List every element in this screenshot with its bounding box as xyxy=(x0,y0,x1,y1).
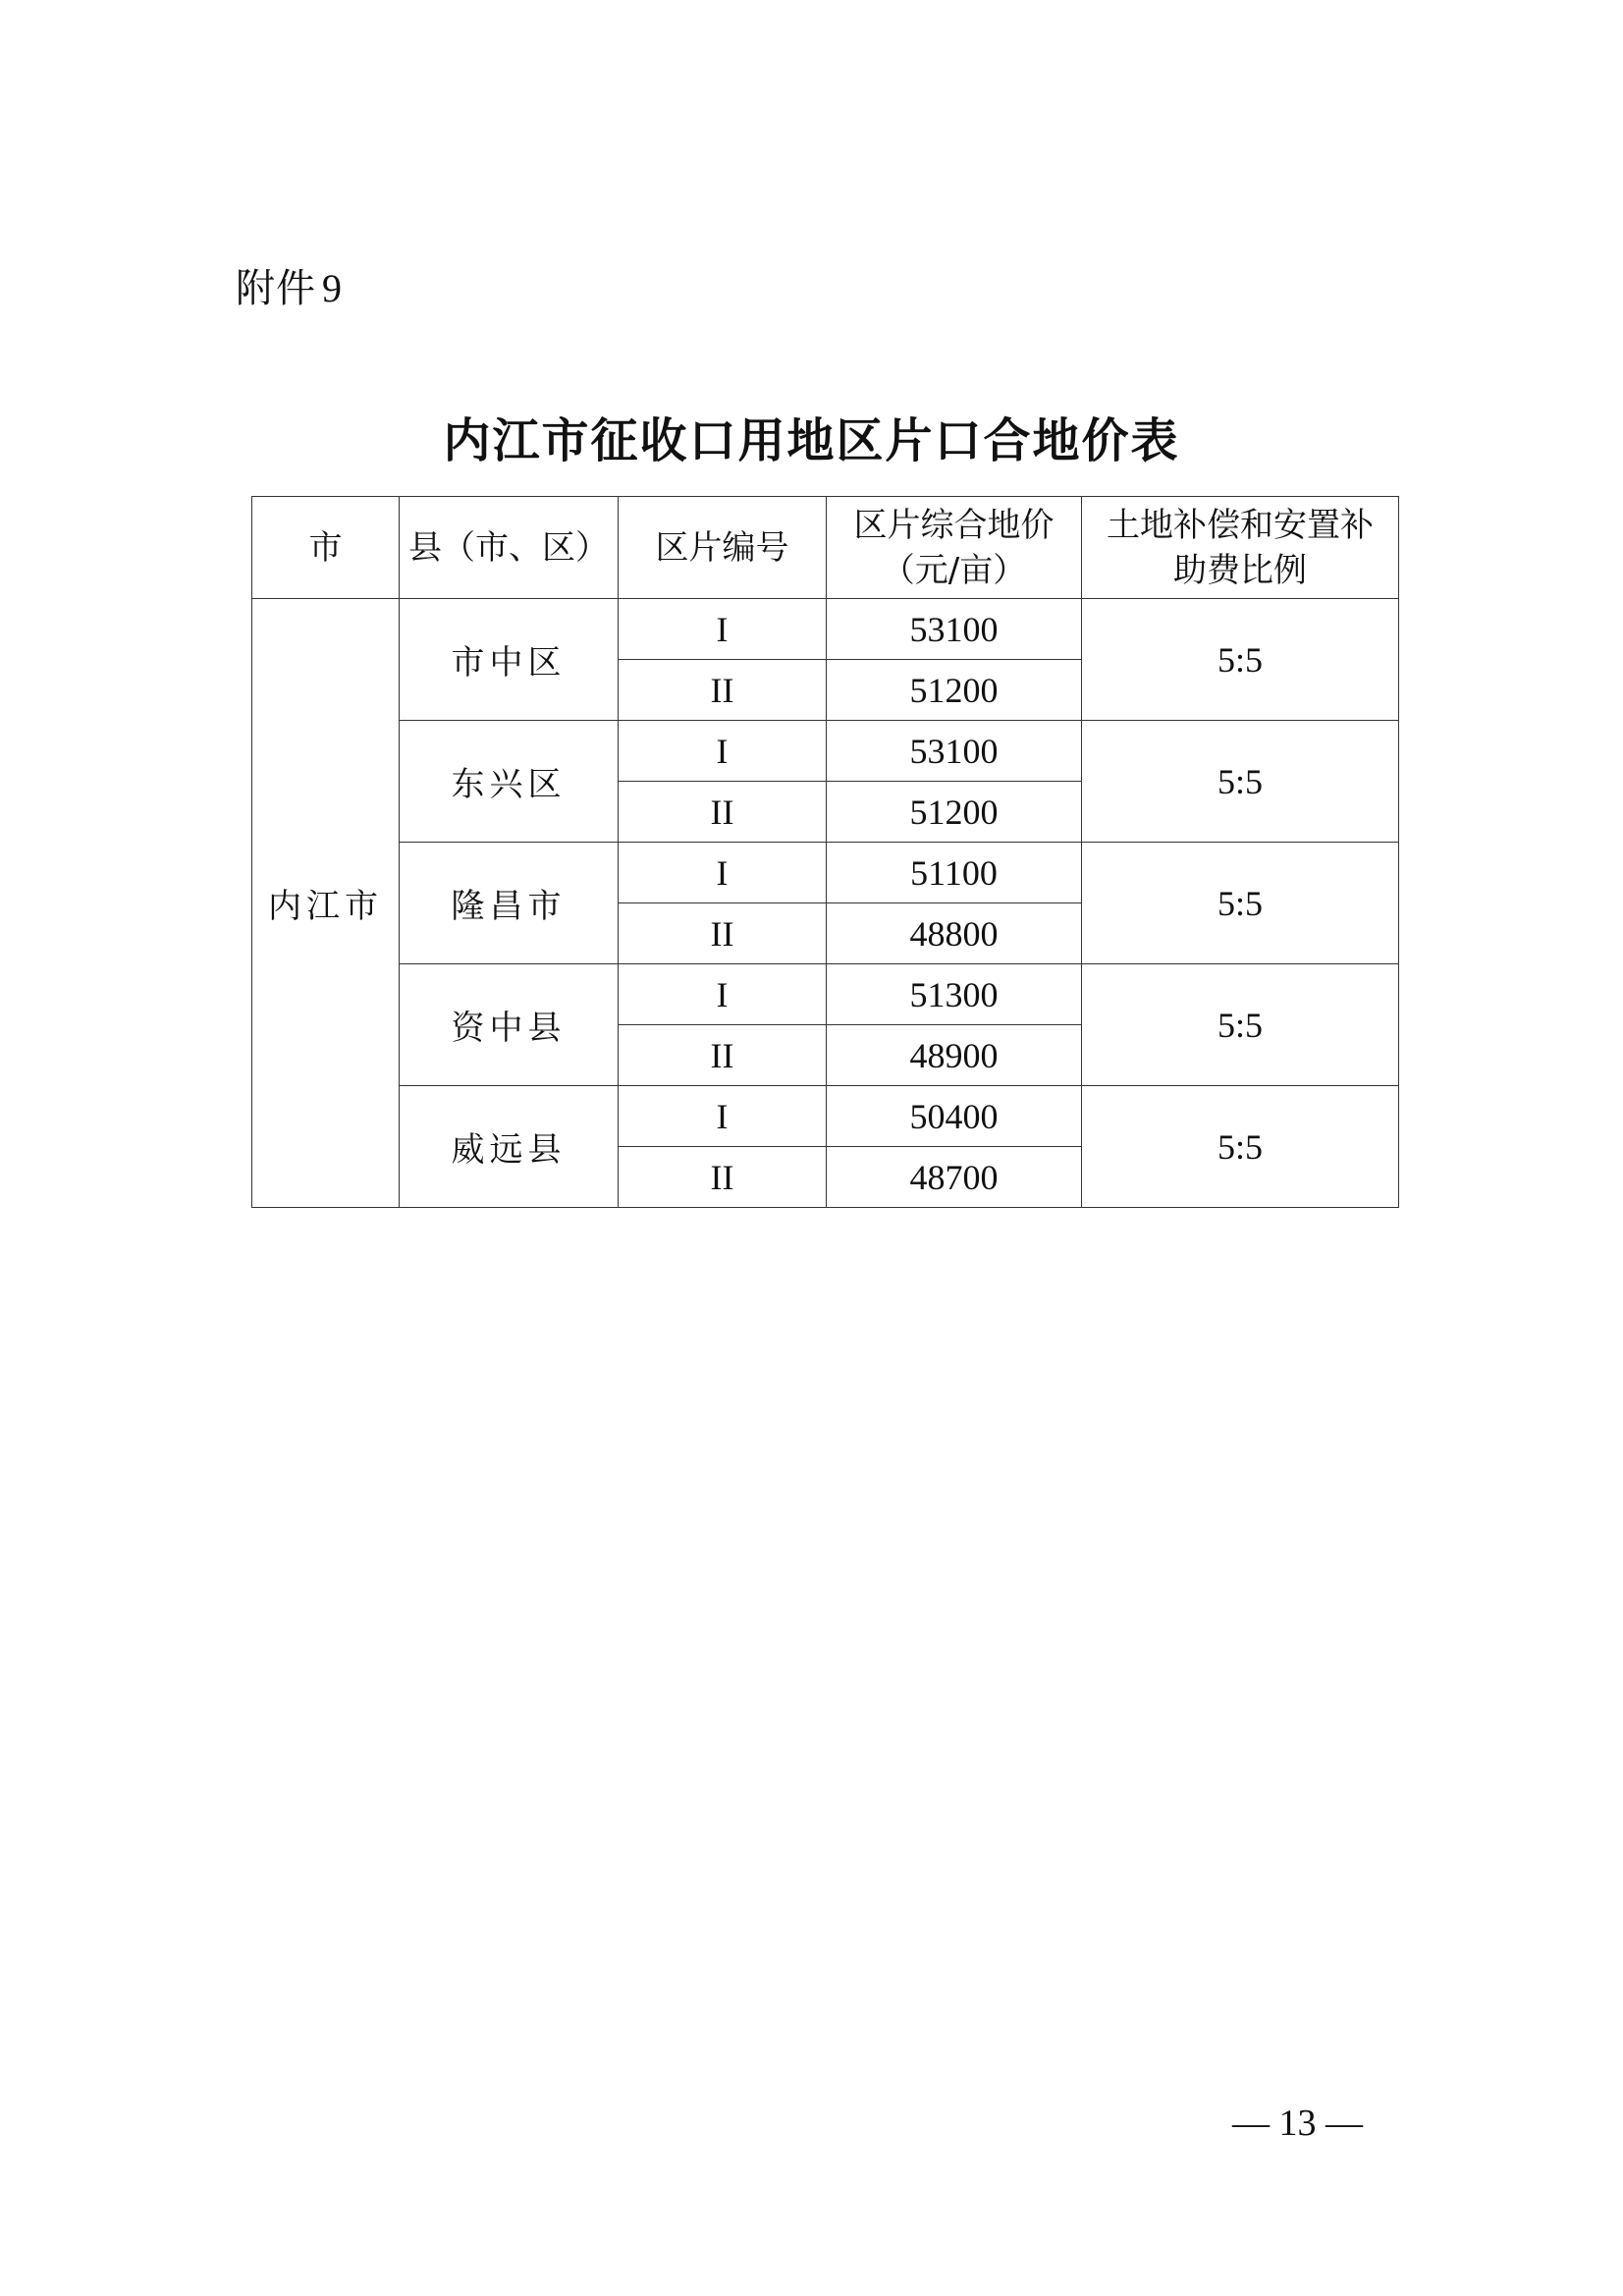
header-zone-code: 区片编号 xyxy=(619,497,827,599)
table-header-row xyxy=(252,497,1399,599)
price-cell: 53100 xyxy=(827,599,1082,660)
county-cell: 市中区 xyxy=(400,599,619,721)
price-cell: 48900 xyxy=(827,1025,1082,1086)
city-cell: 内江市 xyxy=(252,599,400,1208)
zone-code-cell: I xyxy=(619,721,827,782)
header-ratio xyxy=(1082,497,1399,599)
header-price-line2: （元/亩） xyxy=(881,550,1027,590)
attachment-prefix: 附件 xyxy=(236,266,316,311)
header-city: 市 xyxy=(252,497,400,599)
table-row xyxy=(252,1086,1399,1147)
county-cell: 资中县 xyxy=(400,964,619,1086)
table-row xyxy=(252,964,1399,1025)
header-ratio-line1: 土地补偿和安置补 xyxy=(1107,505,1374,545)
zone-code-cell: II xyxy=(619,782,827,843)
zone-code-cell: I xyxy=(619,1086,827,1147)
ratio-cell: 5:5 xyxy=(1082,721,1399,843)
price-cell: 51100 xyxy=(827,843,1082,903)
price-cell: 51300 xyxy=(827,964,1082,1025)
price-cell: 48800 xyxy=(827,903,1082,964)
zone-code-cell: I xyxy=(619,599,827,660)
price-cell: 53100 xyxy=(827,721,1082,782)
price-cell: 50400 xyxy=(827,1086,1082,1147)
county-cell: 隆昌市 xyxy=(400,843,619,964)
county-cell: 东兴区 xyxy=(400,721,619,843)
document-title: 内江市征收口用地区片口合地价表 xyxy=(443,413,1180,468)
county-cell: 威远县 xyxy=(400,1086,619,1208)
ratio-cell: 5:5 xyxy=(1082,599,1399,721)
attachment-number: 9 xyxy=(322,266,343,310)
price-cell: 51200 xyxy=(827,660,1082,721)
attachment-label xyxy=(236,257,343,313)
zone-code-cell: II xyxy=(619,903,827,964)
table-row xyxy=(252,721,1399,782)
header-county: 县（市、区） xyxy=(400,497,619,599)
ratio-cell: 5:5 xyxy=(1082,843,1399,964)
zone-code-cell: I xyxy=(619,964,827,1025)
zone-code-cell: I xyxy=(619,843,827,903)
price-cell: 51200 xyxy=(827,782,1082,843)
page-number: — 13 — xyxy=(1232,2103,1363,2144)
header-price xyxy=(827,497,1082,599)
table-row xyxy=(252,843,1399,903)
zone-code-cell: II xyxy=(619,660,827,721)
table-row xyxy=(252,599,1399,660)
header-price-line1: 区片综合地价 xyxy=(853,505,1055,545)
zone-code-cell: II xyxy=(619,1147,827,1208)
zone-code-cell: II xyxy=(619,1025,827,1086)
ratio-cell: 5:5 xyxy=(1082,964,1399,1086)
price-cell: 48700 xyxy=(827,1147,1082,1208)
header-ratio-line2: 助费比例 xyxy=(1173,550,1307,590)
land-price-table xyxy=(251,496,1399,1208)
ratio-cell: 5:5 xyxy=(1082,1086,1399,1208)
